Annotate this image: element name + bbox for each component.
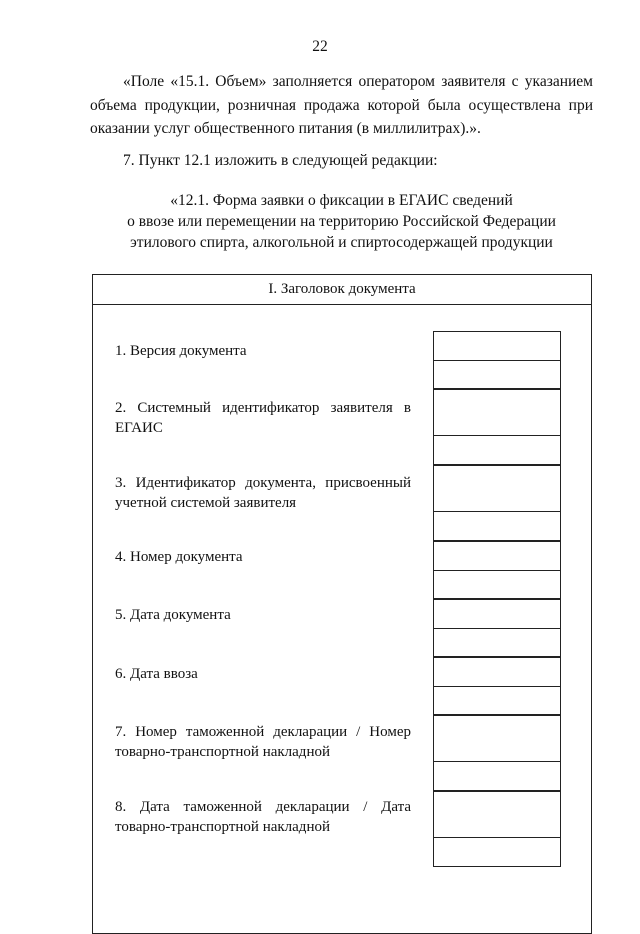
field-box-applicant-id	[433, 389, 561, 465]
field-box-version	[433, 331, 561, 389]
page-number: 22	[312, 38, 328, 55]
field-cell	[434, 570, 560, 599]
field-cell	[434, 715, 560, 761]
field-label-declaration-number: 7. Номер таможенной декларации / Номер товарно-транспортной накладной	[115, 724, 411, 760]
field-label-import-date: 6. Дата ввоза	[115, 666, 198, 682]
field-box-declaration-date	[433, 791, 561, 867]
field-cell	[434, 686, 560, 715]
field-cell	[434, 837, 560, 867]
field-box-document-number	[433, 541, 561, 599]
field-cell	[434, 657, 560, 686]
form-heading-line-3: этилового спирта, алкогольной и спиртосодержащей продукции	[130, 234, 553, 251]
field-label-version: 1. Версия документа	[115, 343, 247, 359]
paragraph-field-15-1: «Поле «15.1. Объем» заполняется оператором заявителя с указанием объема продукции, розничная продажа которой была осуществлена при оказании услуг общественного питания (в миллилитрах).».	[90, 73, 593, 137]
field-cell	[434, 360, 560, 389]
field-cell	[434, 331, 560, 360]
form-heading	[90, 190, 593, 253]
field-cell	[434, 599, 560, 628]
field-cell	[434, 541, 560, 570]
section-title: I. Заголовок документа	[93, 275, 591, 305]
field-box-declaration-number	[433, 715, 561, 791]
field-label-applicant-id: 2. Системный идентификатор заявителя в ЕГАИС	[115, 400, 411, 436]
field-box-import-date	[433, 657, 561, 715]
field-label-document-number: 4. Номер документа	[115, 549, 243, 565]
form-table	[92, 274, 592, 934]
field-cell	[434, 791, 560, 837]
field-cell	[434, 465, 560, 511]
field-label-declaration-date: 8. Дата таможенной декларации / Дата товарно-транспортной накладной	[115, 799, 411, 835]
field-cell	[434, 761, 560, 791]
field-label-document-date: 5. Дата документа	[115, 607, 231, 623]
form-heading-line-1: «12.1. Форма заявки о фиксации в ЕГАИС сведений	[170, 192, 513, 209]
field-cell	[434, 628, 560, 657]
field-cell	[434, 435, 560, 465]
form-heading-line-2: о ввозе или перемещении на территорию Российской Федерации	[127, 213, 556, 230]
field-cell	[434, 511, 560, 541]
field-box-document-id	[433, 465, 561, 541]
field-cell	[434, 389, 560, 435]
field-label-document-id: 3. Идентификатор документа, присвоенный учетной системой заявителя	[115, 475, 411, 511]
field-box-document-date	[433, 599, 561, 657]
paragraph-point-7: 7. Пункт 12.1 изложить в следующей редакции:	[123, 152, 438, 169]
